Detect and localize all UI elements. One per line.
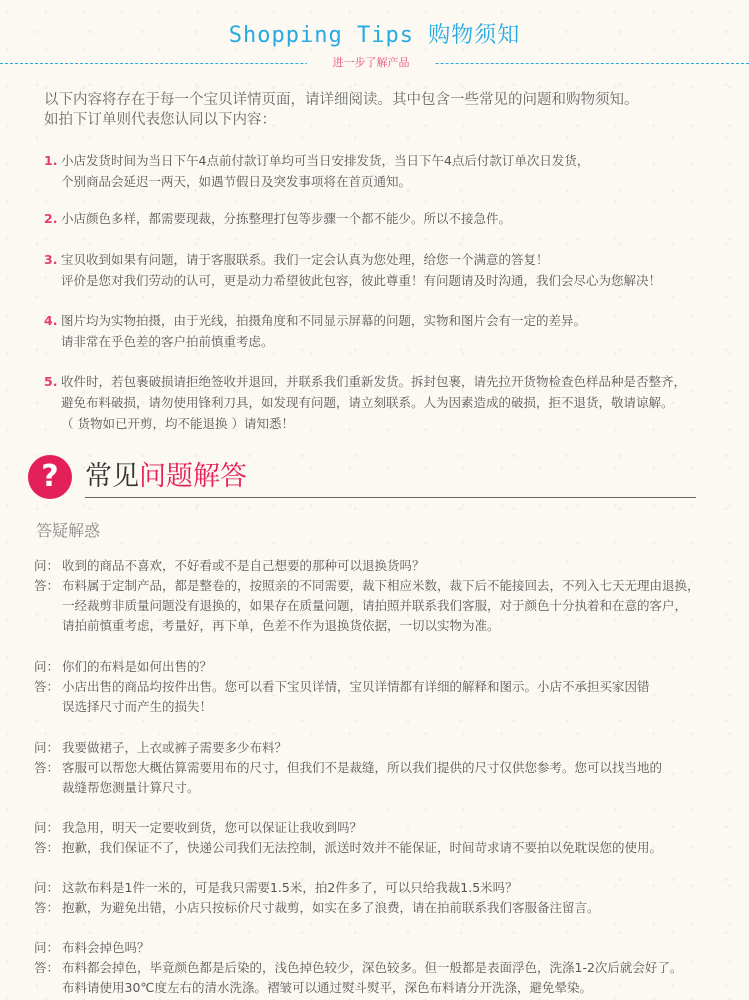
faq-answer xyxy=(34,758,734,798)
question-label: 问： xyxy=(34,740,60,755)
faq-answer xyxy=(34,958,734,998)
question-label: 问： xyxy=(34,558,60,573)
faq-header xyxy=(28,455,696,501)
tip-item xyxy=(44,150,589,192)
faq-item xyxy=(34,657,734,717)
question-text: 这款布料是1件一米的，可是我只需要1.5米，拍2件多了，可以只给我裁1.5米吗？ xyxy=(62,880,518,895)
faq-title xyxy=(85,460,247,494)
tip-item xyxy=(44,310,586,352)
faq-answer xyxy=(34,898,734,918)
tip-item xyxy=(44,371,686,434)
faq-question xyxy=(34,657,734,677)
tip-number: 5. xyxy=(44,374,58,389)
header xyxy=(0,0,749,80)
faq-question xyxy=(34,818,734,838)
tip-item xyxy=(44,208,511,229)
answer-text: 客服可以帮您大概估算需要用布的尺寸，但我们不是裁缝，所以我们提供的尺寸仅供您参考。您可以找当地的 xyxy=(62,760,663,775)
tip-text: 小店发货时间为当日下午4点前付款订单均可当日安排发货，当日下午4点后付款订单次日发货， xyxy=(61,153,590,168)
faq-subheading: 答疑解惑 xyxy=(36,521,101,540)
question-text: 你们的布料是如何出售的？ xyxy=(62,659,213,674)
question-label: 问： xyxy=(34,880,60,895)
subtitle-text: 进一步了解产品 xyxy=(332,56,410,69)
answer-text: 抱歉，为避免出错，小店只按标价尺寸裁剪，如实在多了浪费，请在拍前联系我们客服备注留言。 xyxy=(62,900,600,915)
answer-text: 小店出售的商品均按件出售。您可以看下宝贝详情，宝贝详情都有详细的解释和图示。小店不承担买家因错 xyxy=(62,679,650,694)
answer-text: 一经裁剪非质量问题没有退换的，如果存在质量问题，请拍照并联系我们客服，对于颜色十分执着和在意的客户， xyxy=(62,598,688,613)
tip-text: 宝贝收到如果有问题，请于客服联系。我们一定会认真为您处理，给您一个满意的答复！ xyxy=(61,252,549,267)
answer-text: 抱歉，我们保证不了，快递公司我们无法控制，派送时效并不能保证，时间苛求请不要拍以免耽误您的使用。 xyxy=(62,840,663,855)
faq-item xyxy=(34,818,734,858)
faq-answer xyxy=(34,677,734,717)
subtitle xyxy=(307,53,435,73)
intro-line: 如拍下订单则代表您认同以下内容： xyxy=(44,112,276,128)
question-text: 收到的商品不喜欢，不好看或不是自己想要的那种可以退换货吗？ xyxy=(62,558,425,573)
question-label: 问： xyxy=(34,820,60,835)
title-english: Shopping Tips xyxy=(228,23,414,48)
answer-text: 布料属于定制产品，都是整卷的，按照亲的不同需要，裁下相应米数，裁下后不能接回去，不列入七天无理由退换， xyxy=(62,578,700,593)
question-label: 问： xyxy=(34,940,60,955)
tip-number: 1. xyxy=(44,153,58,168)
tip-number: 2. xyxy=(44,211,58,226)
answer-label: 答： xyxy=(34,578,60,593)
tip-text: 避免布料破损，请勿使用锋利刀具，如发现有问题，请立刻联系。人为因素造成的破损，拒不退货，敬请谅解。 xyxy=(61,395,674,410)
question-mark-icon: ? xyxy=(28,455,72,499)
question-label: 问： xyxy=(34,659,60,674)
faq-question xyxy=(34,878,734,898)
faq-item xyxy=(34,556,734,636)
tip-text: 个别商品会延迟一两天，如遇节假日及突发事项将在首页通知。 xyxy=(61,174,412,189)
tip-text: 图片均为实物拍摄，由于光线，拍摄角度和不同显示屏幕的问题，实物和图片会有一定的差异。 xyxy=(61,313,587,328)
question-text: 我要做裙子，上衣或裤子需要多少布料？ xyxy=(62,740,288,755)
answer-text: 布料请使用30℃度左右的清水洗涤。褶皱可以通过熨斗熨平，深色布料请分开洗涤，避免晕染。 xyxy=(62,980,592,995)
faq-item xyxy=(34,938,734,998)
answer-text: 误选择尺寸而产生的损失！ xyxy=(62,699,213,714)
answer-text: 裁缝帮您测量计算尺寸。 xyxy=(62,780,200,795)
faq-answer xyxy=(34,838,734,858)
title-chinese: 购物须知 xyxy=(428,23,521,48)
answer-label: 答： xyxy=(34,760,60,775)
tip-text: 请非常在乎色差的客户拍前慎重考虑。 xyxy=(61,334,274,349)
faq-question xyxy=(34,938,734,958)
tip-number: 3. xyxy=(44,252,58,267)
tip-text: 小店颜色多样，都需要现裁，分拣整理打包等步骤一个都不能少。所以不接急件。 xyxy=(61,211,512,226)
faq-question xyxy=(34,738,734,758)
answer-label: 答： xyxy=(34,840,60,855)
tip-text: （ 货物如已开剪，均不能退换 ）请知悉！ xyxy=(61,416,294,431)
faq-question xyxy=(34,556,734,576)
page-title xyxy=(0,18,749,49)
answer-label: 答： xyxy=(34,679,60,694)
intro xyxy=(44,90,724,130)
tip-text: 评价是您对我们劳动的认可，更是动力希望彼此包容，彼此尊重！有问题请及时沟通，我们会尽心为您解决！ xyxy=(61,273,662,288)
intro-line: 以下内容将存在于每一个宝贝详情页面，请详细阅读。其中包含一些常见的问题和购物须知。 xyxy=(44,92,639,108)
question-text: 我急用，明天一定要收到货，您可以保证让我收到吗？ xyxy=(62,820,363,835)
answer-text: 布料都会掉色，毕竟颜色都是后染的，浅色掉色较少，深色较多。但一般都是表面浮色，洗涤1-2次后就会好了。 xyxy=(62,960,683,975)
faq-answer xyxy=(34,576,734,636)
answer-text: 请拍前慎重考虑，考量好，再下单，色差不作为退换货依据，一切以实物为准。 xyxy=(62,618,500,633)
faq-item xyxy=(34,738,734,798)
question-text: 布料会掉色吗？ xyxy=(62,940,150,955)
faq-title-part2: 问题解答 xyxy=(139,461,247,492)
faq-item xyxy=(34,878,734,918)
answer-label: 答： xyxy=(34,900,60,915)
faq-divider xyxy=(85,497,696,498)
faq-title-part1: 常见 xyxy=(85,461,139,492)
tip-item xyxy=(44,249,661,291)
tip-number: 4. xyxy=(44,313,58,328)
answer-label: 答： xyxy=(34,960,60,975)
tip-text: 收件时，若包裹破损请拒绝签收并退回，并联系我们重新发货。拆封包裹，请先拉开货物检查色样品种是否整齐， xyxy=(61,374,687,389)
